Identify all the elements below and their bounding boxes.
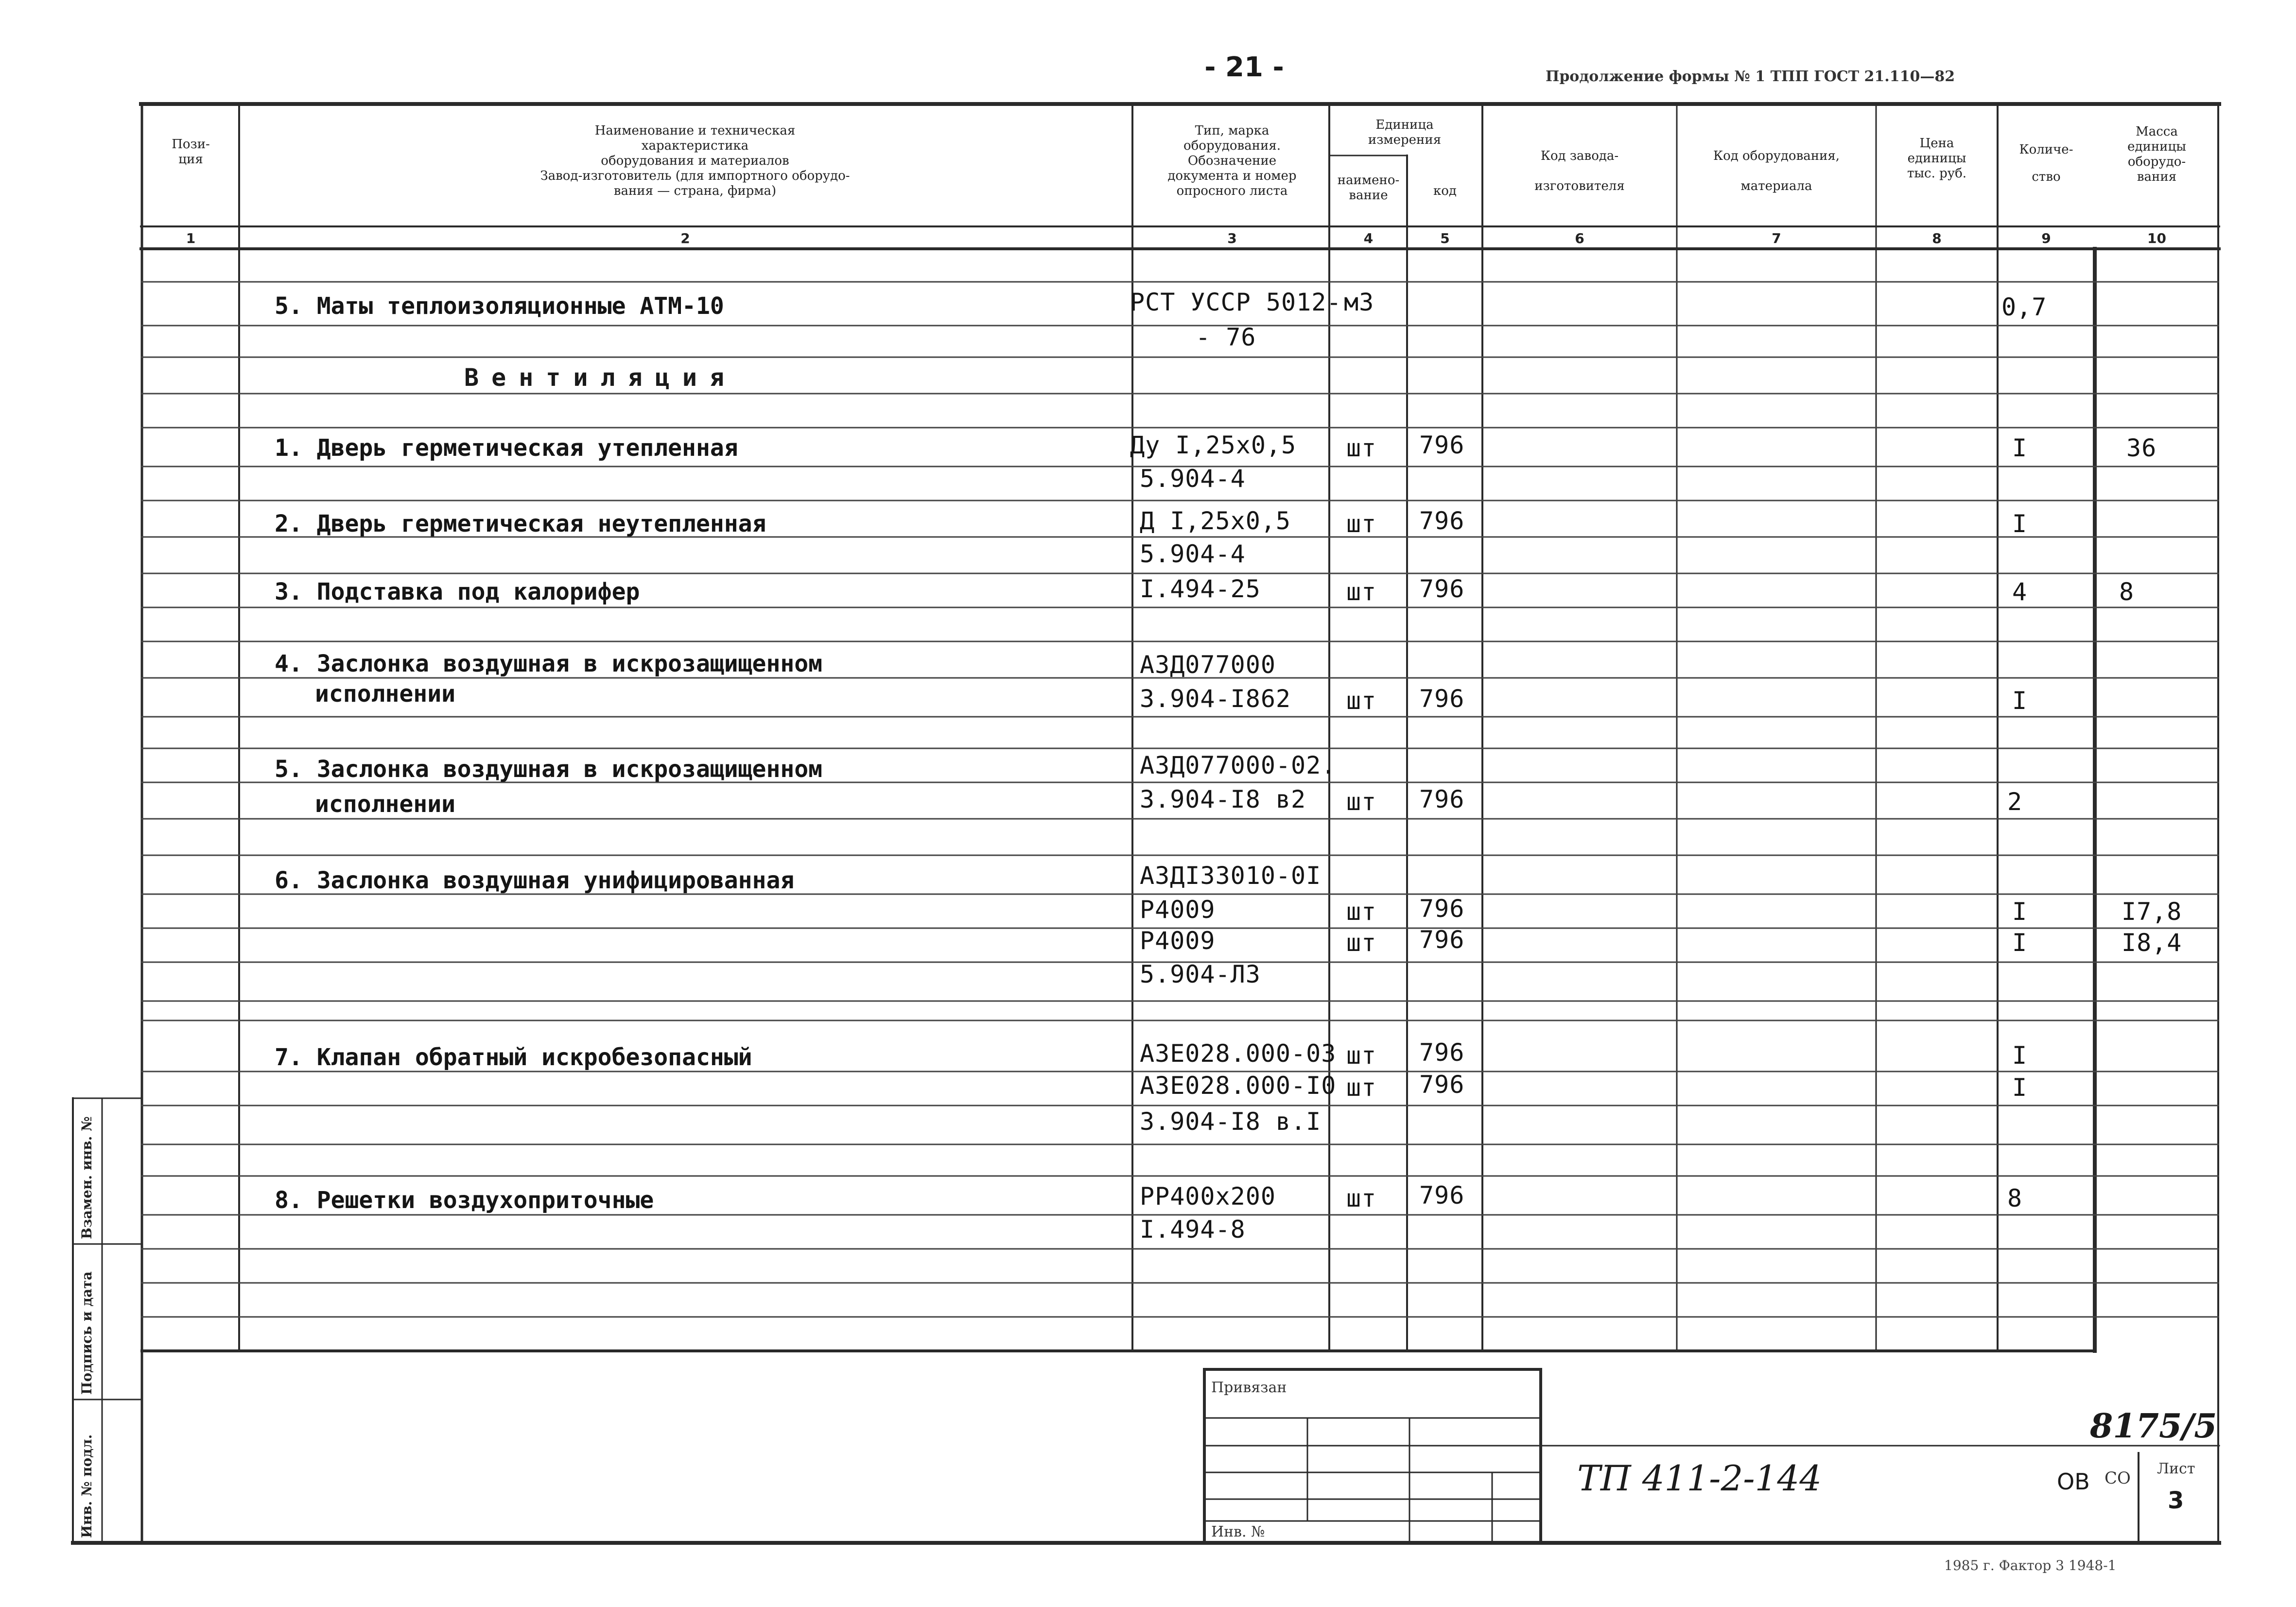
row-13-type: Р4009 [1140, 896, 1216, 924]
row-3-unit: шт [1346, 434, 1377, 462]
header-unit-name: наимено- вание [1337, 173, 1400, 203]
row-5-type: Д I,25х0,5 [1140, 507, 1291, 535]
row-8-name: 4. Заслонка воздушная в искрозащищенном [275, 650, 823, 677]
stamp-archive-number: 8175/5 [2090, 1407, 2217, 1446]
row-5-code: 796 [1419, 507, 1465, 535]
row-16-code: 796 [1419, 1038, 1465, 1067]
col-number-4: 4 [1363, 230, 1374, 246]
row-14-unit: шт [1346, 929, 1377, 957]
row-7-mass: 8 [2119, 578, 2135, 606]
header-factory-code: Код завода- изготовителя [1534, 149, 1625, 193]
row-9-code: 796 [1419, 685, 1465, 713]
row-8-type: АЗД077000 [1140, 651, 1276, 679]
row-13-qty: I [2012, 898, 2028, 926]
row-9-unit: шт [1346, 687, 1377, 715]
row-16-type: АЗЕ028.000-03 [1140, 1039, 1337, 1068]
row-12-type: АЗДI33010-0I [1140, 862, 1322, 890]
row-3-type: Ду I,25х0,5 [1130, 431, 1297, 459]
row-18-type: 3.904-I8 в.I [1140, 1107, 1322, 1136]
row-11-unit: шт [1346, 788, 1377, 816]
row-5-qty: I [2012, 510, 2028, 538]
row-19-name: 8. Решетки воздухоприточные [275, 1187, 654, 1214]
row-19-unit: шт [1346, 1184, 1377, 1212]
row-3-qty: I [2012, 434, 2028, 462]
row-17-qty: I [2012, 1073, 2028, 1102]
header-type: Тип, марка оборудования. Обозначение документа и номер опросного листа [1167, 123, 1297, 198]
header-price: Цена единицы тыс. руб. [1907, 136, 1967, 181]
row-7-unit: шт [1346, 578, 1377, 606]
row-7-qty: 4 [2012, 578, 2028, 606]
row-16-name: 7. Клапан обратный искробезопасный [275, 1044, 752, 1071]
row-19-qty: 8 [2007, 1184, 2023, 1212]
col-number-6: 6 [1575, 230, 1584, 246]
row-3-code: 796 [1419, 431, 1465, 459]
row-11-code: 796 [1419, 785, 1465, 813]
row-13-code: 796 [1419, 895, 1465, 923]
row-7-code: 796 [1419, 575, 1465, 603]
col-number-10: 10 [2147, 230, 2166, 246]
col-number-9: 9 [2041, 230, 2051, 246]
header-name: Наименование и техническая характеристика оборудования и материалов Завод-изготовитель (для импортного оборудо- вания — страна, фирма) [540, 123, 850, 198]
side-stamp-inv-orig: Инв. № подл. [79, 1434, 95, 1538]
row-12-name: 6. Заслонка воздушная унифицированная [275, 867, 795, 894]
row-5-unit: шт [1346, 510, 1377, 538]
header-equipment-code: Код оборудования, материала [1713, 149, 1840, 193]
row-4-type: 5.904-4 [1140, 465, 1246, 493]
printer-mark: 1985 г. Фактор 3 1948-1 [1944, 1557, 2117, 1573]
col-number-3: 3 [1227, 230, 1237, 246]
row-6-type: 5.904-4 [1140, 540, 1246, 568]
form-continuation: Продолжение формы № 1 ТПП ГОСТ 21.110—82 [1546, 68, 1955, 85]
header-unit-code: код [1433, 184, 1457, 198]
row-0-name: 5. Маты теплоизоляционные АТМ-10 [275, 293, 724, 320]
row-11-name: исполнении [315, 791, 455, 818]
stamp-doc-code: ОВ [2057, 1469, 2090, 1495]
row-19-code: 796 [1419, 1181, 1465, 1210]
row-7-type: I.494-25 [1140, 575, 1261, 603]
row-9-type: 3.904-I862 [1140, 685, 1291, 713]
row-7-name: 3. Подставка под калорифер [275, 578, 640, 605]
col-number-1: 1 [186, 230, 196, 246]
row-20-type: I.494-8 [1140, 1215, 1246, 1244]
row-14-code: 796 [1419, 926, 1465, 954]
row-9-qty: I [2012, 687, 2028, 715]
row-1-type: - 76 [1196, 323, 1256, 351]
side-stamp-sign-date: Подпись и дата [79, 1271, 95, 1395]
row-13-mass: I7,8 [2122, 898, 2182, 926]
row-3-mass: 36 [2126, 434, 2157, 462]
row-15-type: 5.904-Л3 [1140, 960, 1261, 988]
row-3-name: 1. Дверь герметическая утепленная [275, 434, 738, 462]
stamp-inv-number: Инв. № [1211, 1523, 1265, 1540]
stamp-sheet-number: 3 [2168, 1487, 2184, 1514]
row-19-type: РР400х200 [1140, 1182, 1276, 1210]
row-14-mass: I8,4 [2122, 929, 2182, 957]
row-17-unit: шт [1346, 1073, 1377, 1102]
header-unit-group: Единица измерения [1368, 118, 1442, 147]
row-0-qty: 0,7 [2001, 293, 2047, 321]
stamp-doc-suffix: СО [2105, 1469, 2131, 1488]
row-14-qty: I [2012, 929, 2028, 957]
row-10-name: 5. Заслонка воздушная в искрозащищенном [275, 756, 823, 783]
header-quantity: Количе- ство [2019, 142, 2073, 184]
row-17-code: 796 [1419, 1071, 1465, 1099]
row-16-unit: шт [1346, 1041, 1377, 1070]
col-number-2: 2 [680, 230, 690, 246]
row-13-unit: шт [1346, 898, 1377, 926]
row-10-type: АЗД077000-02. [1140, 751, 1337, 779]
row-0-type: РСТ УССР 5012- [1130, 288, 1342, 316]
side-stamp-replace-inv: Взамен. инв. № [79, 1116, 95, 1239]
col-number-5: 5 [1440, 230, 1450, 246]
row-17-type: АЗЕ028.000-I0 [1140, 1071, 1337, 1100]
stamp-designation: ТП 411-2-144 [1577, 1458, 1822, 1499]
row-11-type: 3.904-I8 в2 [1140, 785, 1306, 813]
row-9-name: исполнении [315, 680, 455, 708]
row-16-qty: I [2012, 1041, 2028, 1070]
row-5-name: 2. Дверь герметическая неутепленная [275, 510, 766, 537]
stamp-sheet-label: Лист [2157, 1460, 2195, 1477]
row-0-unit: м3 [1344, 288, 1374, 316]
col-number-7: 7 [1772, 230, 1781, 246]
row-14-type: Р4009 [1140, 927, 1216, 955]
col-number-8: 8 [1932, 230, 1942, 246]
header-mass: Масса единицы оборудо- вания [2127, 124, 2186, 184]
stamp-privyazan: Привязан [1211, 1379, 1287, 1396]
page-number: - 21 - [1204, 52, 1284, 83]
header-position: Пози- ция [172, 137, 210, 167]
section-title-ventilation: Вентиляция [464, 363, 737, 392]
row-11-qty: 2 [2007, 788, 2023, 816]
